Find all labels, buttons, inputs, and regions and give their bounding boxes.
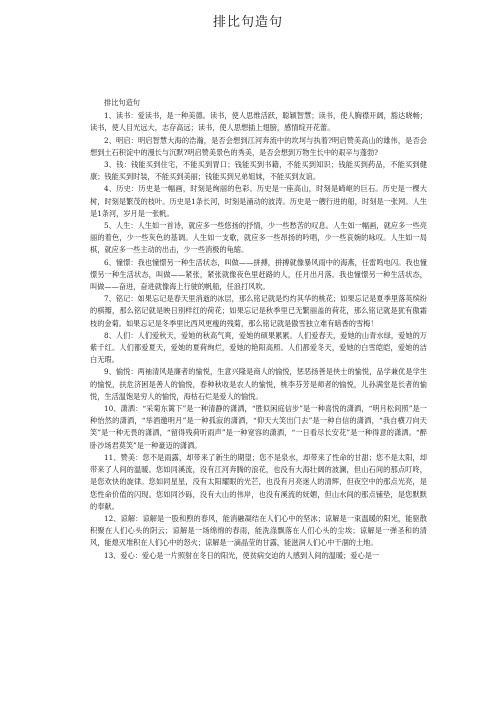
paragraph-12: 12、谅解：谅解是一股和煦的春风，能消融凝结在人们心中的坚冰；谅解是一束温暖的阳光，能驱散积聚在人们心头的阴云；谅解是一场绵绵的春雨，能洗涤飘落在人们心头的尘埃；谅解是一弹圣和的清风，能熄灭堆积在人们心中的怒火；谅解是一滴晶莹的甘露，能滋润人们心中干涸的土地。 (90, 513, 427, 548)
paragraph-9: 9、愉悦：两袖清风是廉者的愉悦，生意兴隆是商人的愉悦，惩恶扬善是侠士的愉悦，品学兼优是学生的愉悦，扶危济困是善人的愉悦，春种秋收是农人的愉悦，桃李芬芳是师者的愉悦，儿孙满堂是长者的愉悦，生活温饱是穷人的愉悦，海枯石烂是爱人的愉悦。 (90, 367, 427, 401)
paragraph-6: 6、憧憬：我也憧憬另一种生活状态，叫做——拼搏，拼搏就像暴风雨中的海燕，任雷鸣电闪。我也憧憬另一种生活状态，叫做——紧张，紧张就像夜色里赶路的人，任月出月落。我也憧憬另一种生活状态，叫做——奋进，奋进就像海上行驶的帆船，任浪打风吹。 (90, 257, 427, 292)
paragraph-4: 4、历史：历史是一幅画，时刻是绚丽的色彩。历史是一座高山，时刻是崎岖的巨石。历史是一棵大树，时刻是繁茂的枝叶。历史是1条长河，时刻是涌动的波涛。历史是一艘行进的船，时刻是一张网。人生是1条河，岁月是一张帆。 (90, 184, 427, 218)
paragraph-2: 2、明启：明启智慧大海的浩瀚，是否会想到江河奔流中的坎坷与执着?明启赞美高山的雄伟，是否会想到土石积淀中的漫长与沉默?明启赞美景色的秀美，是否会想到万物生长中的艰辛与蓬勃? (90, 135, 427, 157)
document-subtitle: 排比句造句 (104, 98, 140, 107)
paragraph-10: 10、潇洒：“采菊东篱下”是一种清静的潇洒，“胜似闲庭信步”是一种喜悦的潇洒，“明月松间照”是一种怡然的潇洒，“举酒邀明月”是一种孤寂的潇洒，“仰天大笑出门去”是一种自信的潇洒，“我自横刀向天笑”是一种无畏的潇洒，“留得残荷听雨声”是一种宽容的潇洒，“一日看尽长安花”是一种得意的潇洒。“醉卧沙场君莫笑”是一种豪迈的潇洒。 (90, 404, 427, 450)
paragraph-3: 3、钱：钱能买到住宅，不能买到胃口；钱能买到书籍，不能买到知识；钱能买到药品，不能买到健康；钱能买到时装，不能买到美丽；钱能买到兄弟姐妹，不能买到友谊。 (90, 160, 427, 182)
paragraph-8: 8、人们：人们爱秋天，爱她的秋高气爽，爱她的硕果累累。人们爱春天，爱她的山青水绿，爱她的万紫千红。人们都爱夏天，爱她的夏荷绚烂，爱她的艳阳高照。人们都爱冬天，爱她的白雪皑皑，爱她的洁白无瑕。 (90, 330, 427, 365)
paragraph-5: 5、人生：人生如一首诗，就应多一些悠扬的抒情，少一些愁苦的叹息。人生如一幅画，就应多一些亮丽的着色，少一些灰色的基调。人生如一支歌，就应多一些昂扬的吟唱，少一些哀婉的咏叹。人生如一局棋，就应多一些主动的出击，少一些消极的龟缩。 (90, 221, 427, 255)
paragraph-1: 1、读书：爱读书，是一种美德。读书，使人思维活跃，聪颖智慧；读书，使人胸襟开阔，豁达晓畅；读书，使人目光远大，志存高远；读书，使人思想插上翅膀，感情绽开花蕾。 (90, 111, 427, 133)
paragraph-7: 7、铭记：如果忘记是春天里消逝的冰层，那么铭记就是灼灼其华的桃花；如果忘记是夏季里落英缤纷的棋瓣，那么铭记就是映日别样红的荷花；如果忘记是秋季里已无繁丽盖的荷花，那么铭记就是犹有傲霜枝的金菊。如果忘记是冬季里比西风更瘦的残菊，那么铭记就是傲雪独立难有暗香的雪梅！ (90, 294, 427, 328)
document-title: 排比句造句 (212, 15, 283, 30)
paragraph-11: 11、赞美：您不是雨露，却带来了新生的期望；您不是泉水，却带来了性命的甘甜；您不是太阳，却带来了人间的温暖。您如同溪流，没有江河奔腾的浪花，也没有大海壮阔的波澜，但山石间的那点叮咚，是您欢快的旋律。您如同星星，没有太阳耀眼的光芒，也没有月亮迷人的清辉，但夜空中的那点光亮，是您性命价值的闪现。您如同沙砾，没有大山的伟岸，也没有溪流的妩媚，但山水间的那点铺垫，是您默默的奉献。 (90, 452, 427, 511)
paragraph-13: 13、爱心：爱心是一片照射在冬日的阳光，使贫病交迫的人感到人间的温暖；爱心是一 (104, 550, 380, 560)
document-body (90, 97, 427, 562)
